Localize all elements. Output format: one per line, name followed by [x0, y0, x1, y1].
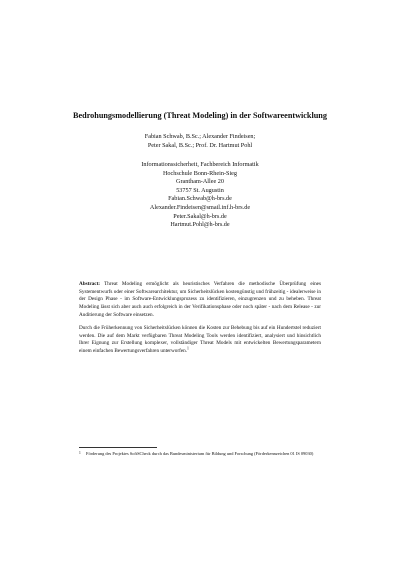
affiliation-institution: Hochschule Bonn-Rhein-Sieg	[162, 169, 238, 177]
affiliation-department: Informationssicherheit, Fachbereich Informatik	[141, 161, 259, 168]
abstract-paragraph-1	[79, 281, 321, 320]
footnote-divider	[79, 447, 157, 448]
paper-title: Bedrohungsmodellierung (Threat Modeling) in der Softwareentwicklung	[73, 111, 327, 120]
abstract-text-2: Durch die Früherkennung von Sicherheitslücken können die Kosten zur Behebung bis auf ein Hundertstel reduziert werden. Die auf dem Markt verfügbaren Threat Modeling Tools werden identifiziert, analysiert und hinsichtlich Ihrer Eignung zur Erstellung komplexer, vollständiger Threat Models mit entwickelten Bewertungsparametern einem einfachen Bewertungsverfahren unterworfen.	[79, 325, 321, 355]
author-list	[0, 133, 400, 150]
footnote-text: Förderung des Projektes SoftSCheck durch das Bundesministerium für Bildung und Forschung (Förderkennzeichen 01 IS 09030)	[86, 451, 314, 456]
author-line-1: Fabian Schwab, B.Sc.; Alexander Findeisen;	[144, 133, 256, 140]
affiliation-city: 53757 St. Augustin	[176, 186, 224, 194]
abstract-text-1: Threat Modeling ermöglicht als heuristisches Verfahren die methodische Überprüfung eines Systementwurfs oder einer Softwarearchitektur, um Sicherheitslücken kostengünstig und frühzeitig - idealerweise in der Design Phase - im Software-Entwicklungsprozess zu identifizieren, einzugrenzen und zu beheben. Threat Modeling lässt sich aber auch auch erfolgreich in der Verifikationsphase oder noch später - nach dem Release - zur Auditierung der Software einsetzen.	[79, 281, 321, 318]
author-email-4: Hartmut.Pohl@h-brs.de	[170, 221, 230, 229]
footnote	[79, 451, 321, 458]
abstract-paragraph-2	[79, 325, 321, 356]
abstract-section	[79, 281, 321, 361]
author-email-2: Alexander.Findeisen@smail.inf.h-brs.de	[149, 203, 251, 211]
affiliation-block	[0, 161, 400, 230]
author-email-3: Peter.Sakal@h-brs.de	[173, 212, 227, 220]
author-email-1: Fabian.Schwab@h-brs.de	[168, 195, 232, 203]
author-line-2: Peter Sakal, B.Sc.; Prof. Dr. Hartmut Pohl	[147, 141, 253, 149]
footnote-reference: 1	[187, 346, 189, 351]
abstract-label: Abstract:	[79, 281, 101, 287]
footnote-mark: 1	[79, 451, 81, 455]
affiliation-street: Grantham-Allee 20	[176, 178, 224, 186]
